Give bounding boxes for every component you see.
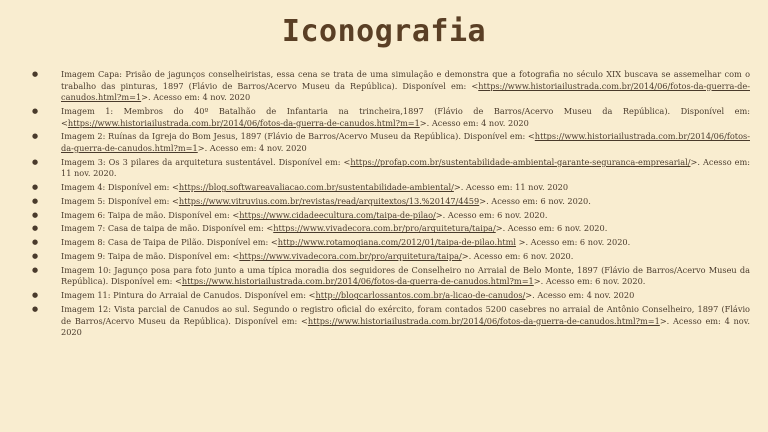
reference-access-date: >. Acesso em: 6 nov. 2020. [516,237,631,248]
reference-access-date: >. Acesso em: 6 nov. 2020. [495,223,608,234]
reference-link[interactable]: https://www.historiailustrada.com.br/2014/06/fotos-da-guerra-de-canudos.html?m=1 [307,315,660,326]
reference-link[interactable]: https://blog.softwareavaliacao.com.br/sustentabilidade-ambiental/ [178,182,454,193]
reference-item [32,251,750,263]
reference-text: Imagem 5: Disponível em: < [61,195,179,206]
reference-access-date: >. Acesso em: 4 nov. 2020 [141,92,251,103]
reference-link[interactable]: https://www.historiailustrada.com.br/2014/06/fotos-da-guerra-de-canudos.html?m=1 [61,80,750,103]
reference-text: Imagem 2: Ruínas da Igreja do Bom Jesus, 1897 (Flávio de Barros/Acervo Museu da República). Disponível em: < [61,131,535,142]
reference-item [32,131,750,154]
reference-access-date: >. Acesso em: 6 nov. 2020. [479,195,591,206]
reference-link[interactable]: http://blogcarlossantos.com.br/a-licao-de-canudos/ [315,290,526,301]
reference-item [32,182,750,194]
reference-text: Imagem 1: Membros do 40º Batalhão de Infantaria na trincheira,1897 (Flávio de Barros/Acervo Museu da República). Disponível em: < [61,105,750,128]
reference-link[interactable]: http://www.rotamogiana.com/2012/01/taipa-de-pilao.html [277,237,517,248]
reference-item [32,237,750,249]
reference-text: Imagem 10: Jagunço posa para foto junto a uma típica moradia dos seguidores de Conselheiro no Arraial de Belo Monte, 1897 (Flávio de Barros/Acervo Museu da República). Disponível em: < [61,264,750,287]
reference-item [32,223,750,235]
page-title: Iconografia [281,14,487,49]
reference-access-date: >. Acesso em: 11 nov. 2020. [61,156,750,179]
reference-text: Imagem 4: Disponível em: < [61,182,179,193]
reference-item [32,304,750,339]
reference-access-date: >. Acesso em: 6 nov. 2020. [435,209,548,220]
reference-access-date: >. Acesso em: 6 nov. 2020. [461,251,574,261]
reference-text: Imagem 6: Taipa de mão. Disponível em: < [61,209,240,220]
reference-link[interactable]: https://www.cidadeecultura.com/taipa-de-pilao/ [239,209,436,220]
reference-item [32,210,750,222]
reference-text: Imagem 9: Taipa de mão. Disponível em: < [61,251,240,261]
reference-item [32,106,750,129]
reference-item [32,157,750,180]
reference-list [32,69,750,341]
reference-text: Imagem Capa: Prisão de jagunços conselheiristas, essa cena se trata de uma simulação e demonstra que a fotografia no século XIX buscava se assemelhar com o trabalho das pinturas, 1897 (Flávio de Barros/Acervo Museu da República). Disponível em: < [61,69,750,91]
reference-link[interactable]: https://www.historiailustrada.com.br/2014/06/fotos-da-guerra-de-canudos.html?m=1 [61,131,750,153]
reference-text: Imagem 12: Vista parcial de Canudos ao sul. Segundo o registro oficial do exército, foram contados 5200 casebres no arraial de Antônio Conselheiro, 1897 (Flávio de Barros/Acervo Museu da República). Disponível em: < [61,303,750,326]
reference-item [32,196,750,208]
reference-link[interactable]: https://profap.com.br/sustentabilidade-ambiental-garante-seguranca-empresarial/ [350,156,691,167]
reference-item [32,290,750,302]
reference-link[interactable]: https://www.vitruvius.com.br/revistas/read/arquitextos/13.%20147/4459 [178,195,480,206]
reference-access-date: >. Acesso em: 4 nov. 2020 [419,117,529,128]
reference-access-date: >. Acesso em: 4 nov. 2020 [525,290,635,301]
reference-text: Imagem 3: Os 3 pilares da arquitetura sustentável. Disponível em: < [61,156,351,167]
reference-item [32,69,750,104]
reference-access-date: >. Acesso em: 4 nov. 2020 [197,142,307,153]
reference-link[interactable]: https://www.vivadecora.com.br/pro/arquitetura/taipa/ [239,251,462,261]
reference-access-date: >. Acesso em: 6 nov. 2020. [533,276,646,287]
reference-text: Imagem 11: Pintura do Arraial de Canudos. Disponível em: < [61,290,316,301]
reference-text: Imagem 8: Casa de Taipa de Pilão. Disponível em: < [61,237,278,248]
reference-item [32,265,750,288]
reference-link[interactable]: https://www.vivadecora.com.br/pro/arquitetura/taipa/ [273,223,496,234]
reference-access-date: >. Acesso em: 4 nov. 2020 [61,315,750,338]
reference-link[interactable]: https://www.historiailustrada.com.br/2014/06/fotos-da-guerra-de-canudos.html?m=1 [181,276,534,287]
reference-text: Imagem 7: Casa de taipa de mão. Disponível em: < [61,223,274,234]
reference-access-date: >. Acesso em: 11 nov. 2020 [453,182,569,193]
reference-link[interactable]: https://www.historiailustrada.com.br/2014/06/fotos-da-guerra-de-canudos.html?m=1 [67,117,420,128]
